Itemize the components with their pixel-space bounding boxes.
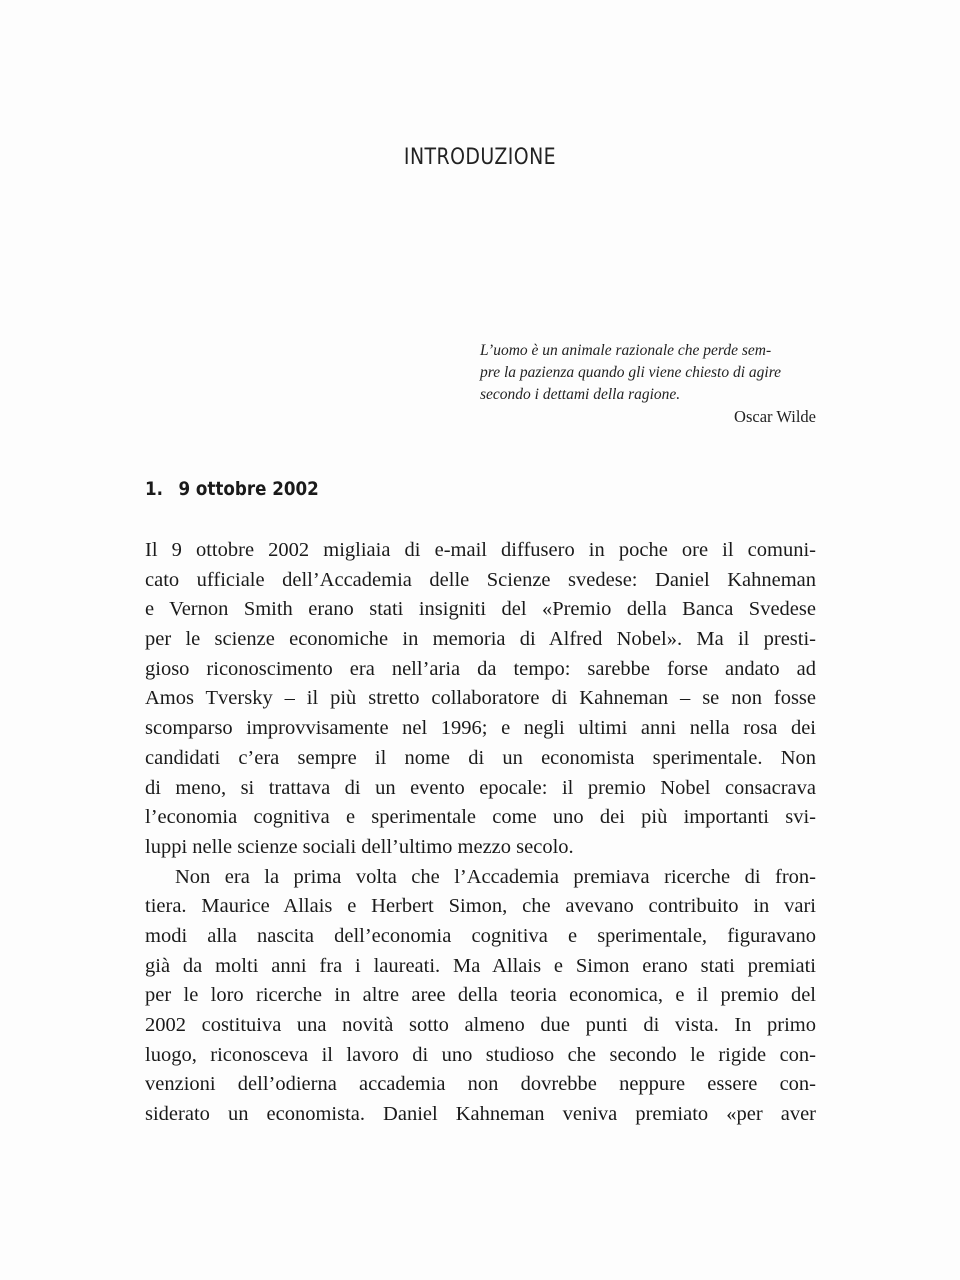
text-line: luogo, riconosceva il lavoro di uno studioso che secondo le rigide con-: [145, 1043, 816, 1066]
epigraph-line: secondo i dettami della ragione.: [480, 386, 681, 403]
text-line: per le loro ricerche in altre aree della teoria economica, e il premio del: [145, 984, 816, 1007]
section-heading: [145, 478, 319, 500]
text-line: gioso riconoscimento era nell’aria da tempo: sarebbe forse andato ad: [145, 657, 816, 680]
text-line: cato ufficiale dell’Accademia delle Scienze svedese: Daniel Kahneman: [145, 568, 816, 591]
section-number: 1.: [145, 478, 163, 500]
text-line: Amos Tversky – il più stretto collaboratore di Kahneman – se non fosse: [145, 687, 816, 710]
epigraph-quote: [480, 340, 816, 406]
text-line: Non era la prima volta che l’Accademia premiava ricerche di fron-: [175, 865, 816, 888]
text-line: di meno, si trattava di un evento epocale: il premio Nobel consacrava: [145, 776, 816, 799]
epigraph-line: pre la pazienza quando gli viene chiesto di agire: [480, 364, 782, 381]
text-line: modi alla nascita dell’economia cognitiva e sperimentale, figuravano: [145, 924, 816, 947]
text-line: tiera. Maurice Allais e Herbert Simon, che avevano contribuito in vari: [145, 895, 816, 918]
body-text: [145, 536, 816, 1130]
text-line: per le scienze economiche in memoria di Alfred Nobel». Ma il presti-: [145, 628, 816, 651]
chapter-title: INTRODUZIONE: [403, 145, 557, 170]
text-line: e Vernon Smith erano stati insigniti del «Premio della Banca Svedese: [145, 598, 816, 621]
text-line: già da molti anni fra i laureati. Ma Allais e Simon erano stati premiati: [145, 954, 816, 977]
text-line: 2002 costituiva una novità sotto almeno due punti di vista. In primo: [145, 1014, 816, 1036]
text-line: l’economia cognitiva e sperimentale come uno dei più importanti svi-: [145, 806, 816, 829]
text-line: luppi nelle scienze sociali dell’ultimo mezzo secolo.: [145, 835, 574, 858]
paragraph-2: [145, 863, 816, 1130]
epigraph-line: L’uomo è un animale razionale che perde sem-: [480, 342, 772, 359]
text-line: scomparso improvvisamente nel 1996; e negli ultimi anni nella rosa dei: [145, 717, 816, 740]
text-line: candidati c’era sempre il nome di un economista sperimentale. Non: [145, 746, 816, 769]
section-title: 9 ottobre 2002: [178, 478, 319, 500]
text-line: venzioni dell’odierna accademia non dovrebbe neppure essere con-: [145, 1073, 816, 1096]
paragraph-1: [145, 536, 816, 863]
epigraph-author: Oscar Wilde: [734, 407, 816, 426]
text-line: Il 9 ottobre 2002 migliaia di e-mail diffusero in poche ore il comuni-: [145, 539, 816, 561]
text-line: siderato un economista. Daniel Kahneman veniva premiato «per aver: [145, 1103, 816, 1126]
epigraph: [480, 340, 816, 428]
